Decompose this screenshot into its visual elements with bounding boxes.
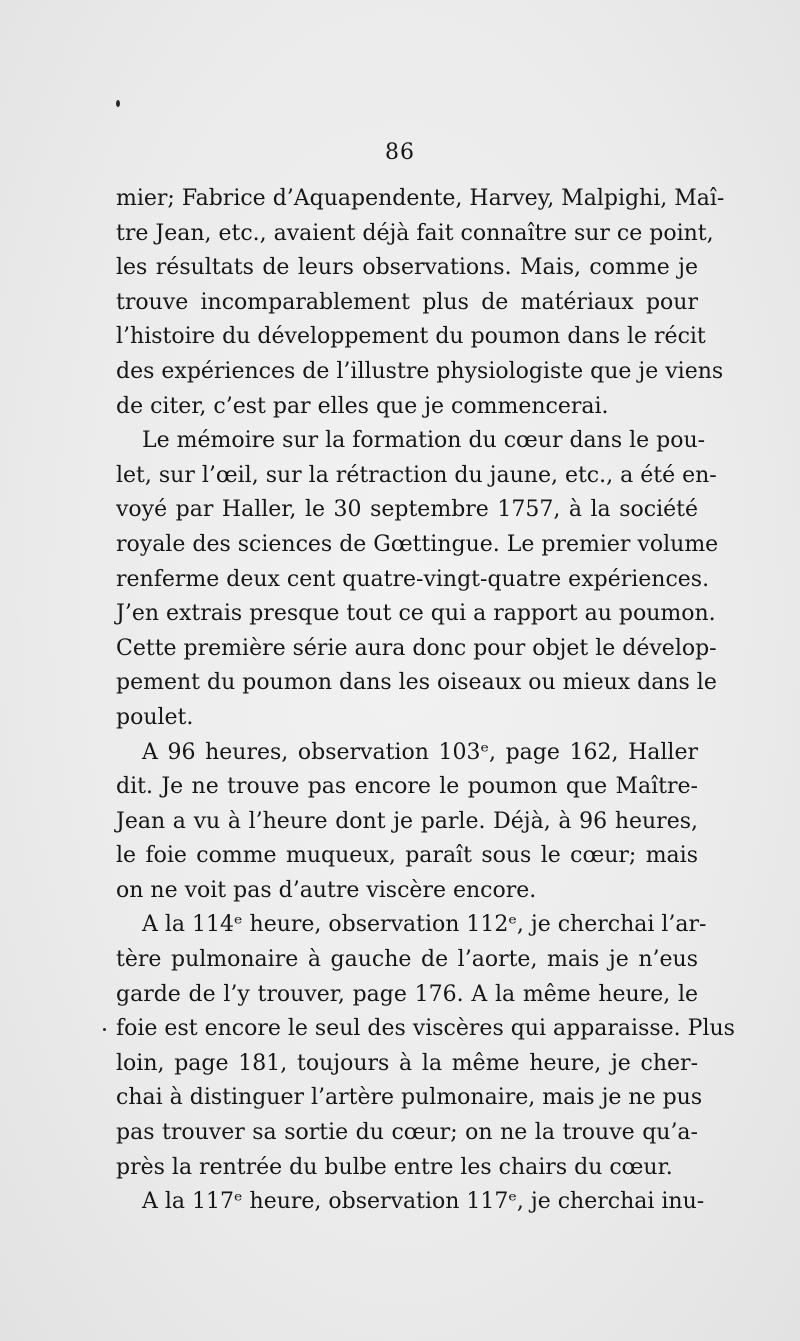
- body-text: [116, 182, 735, 1220]
- text-line: mier; Fabrice d’Aquapendente, Harvey, Malpighi, Maî-: [116, 186, 725, 211]
- text-line: A la 114ᵉ heure, observation 112ᵉ, je cherchai l’ar-: [142, 912, 707, 938]
- text-line: Jean a vu à l’heure dont je parle. Déjà, à 96 heures,: [116, 808, 698, 834]
- text-line: royale des sciences de Gœttingue. Le premier volume: [116, 531, 719, 557]
- text-line: les résultats de leurs observations. Mais, comme je: [116, 255, 698, 281]
- text-line: loin, page 181, toujours à la même heure, je cher-: [116, 1050, 698, 1076]
- text-line: A 96 heures, observation 103ᵉ, page 162, Haller: [142, 739, 698, 765]
- text-line: chai à distinguer l’artère pulmonaire, mais je ne pus: [116, 1085, 703, 1111]
- text-line: des expériences de l’illustre physiologiste que je viens: [116, 358, 724, 384]
- page-number: 86: [385, 140, 415, 165]
- text-line: Le mémoire sur la formation du cœur dans le pou-: [142, 428, 706, 454]
- text-line: pement du poumon dans les oiseaux ou mieux dans le: [116, 670, 717, 696]
- ink-speck: [116, 100, 120, 107]
- text-line: le foie comme muqueux, paraît sous le cœur; mais: [116, 843, 698, 869]
- text-line: l’histoire du développement du poumon dans le récit: [116, 324, 706, 350]
- text-line: dit. Je ne trouve pas encore le poumon que Maître-: [116, 774, 698, 800]
- text-line: J’en extrais presque tout ce qui a rapport au poumon.: [116, 601, 716, 627]
- text-line: A la 117ᵉ heure, observation 117ᵉ, je cherchai inu-: [142, 1189, 705, 1215]
- text-line: de citer, c’est par elles que je commencerai.: [116, 393, 609, 419]
- text-line: on ne voit pas d’autre viscère encore.: [116, 877, 537, 903]
- ink-speck: [103, 1028, 106, 1031]
- text-line: trouve incomparablement plus de matériaux pour: [116, 289, 698, 315]
- text-line: tre Jean, etc., avaient déjà fait connaître sur ce point,: [116, 220, 714, 246]
- text-line: garde de l’y trouver, page 176. A la même heure, le: [116, 981, 698, 1007]
- text-line: pas trouver sa sortie du cœur; on ne la trouve qu’a-: [116, 1120, 698, 1146]
- text-line: renferme deux cent quatre-vingt-quatre expériences.: [116, 566, 710, 592]
- text-line: foie est encore le seul des viscères qui apparaisse. Plus: [116, 1016, 735, 1042]
- text-line: tère pulmonaire à gauche de l’aorte, mais je n’eus: [116, 947, 698, 973]
- text-line: poulet.: [116, 704, 194, 730]
- text-line: Cette première série aura donc pour objet le dévelop-: [116, 635, 717, 661]
- text-line: let, sur l’œil, sur la rétraction du jaune, etc., a été en-: [116, 462, 717, 488]
- text-line: près la rentrée du bulbe entre les chairs du cœur.: [116, 1154, 673, 1180]
- text-line: voyé par Haller, le 30 septembre 1757, à la société: [116, 497, 698, 523]
